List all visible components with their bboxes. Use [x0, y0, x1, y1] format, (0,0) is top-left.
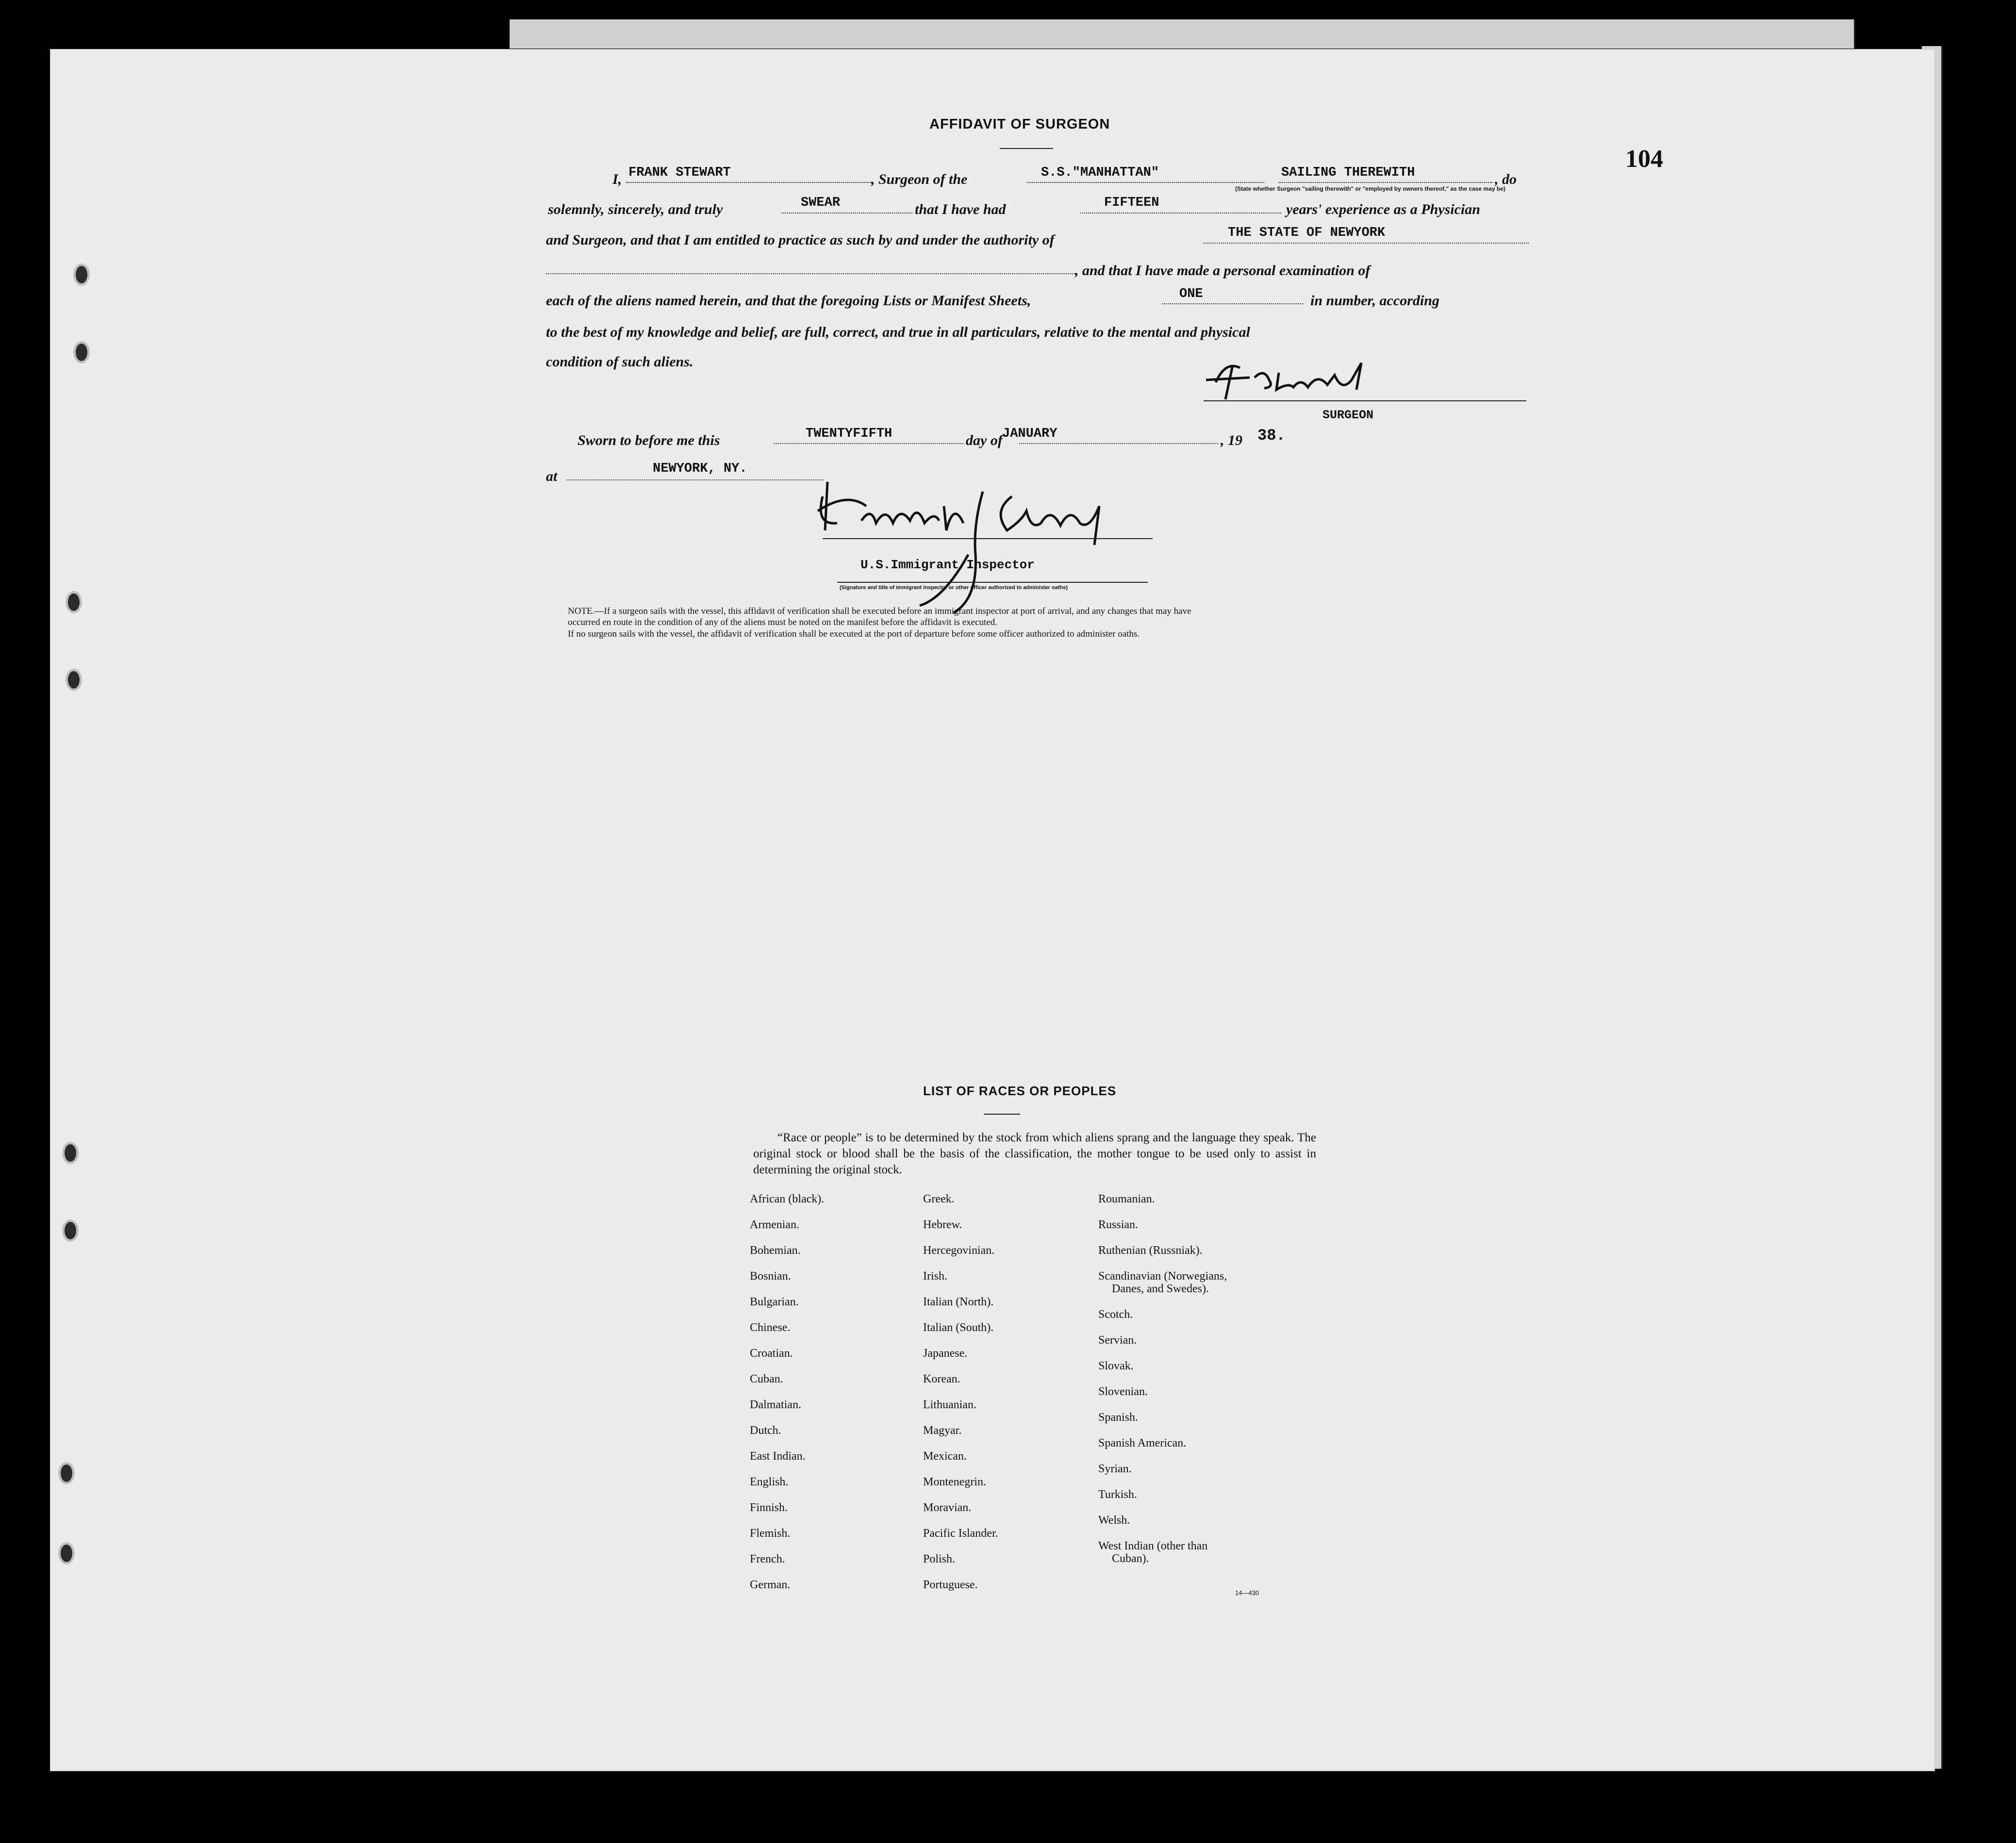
- race-item: Irish.: [923, 1270, 947, 1283]
- race-item: Bohemian.: [750, 1244, 801, 1257]
- race-item: Scandinavian (Norwegians,: [1098, 1270, 1227, 1283]
- field-line: [1026, 182, 1264, 183]
- race-item: Dutch.: [750, 1424, 781, 1437]
- binder-hole: [58, 1462, 75, 1484]
- race-item: Cuban).: [1112, 1552, 1149, 1565]
- race-item: Cuban.: [750, 1373, 783, 1385]
- surgeon-signature: [1196, 353, 1400, 407]
- race-item: Servian.: [1098, 1334, 1137, 1347]
- field-line: [1162, 303, 1303, 304]
- race-item: Lithuanian.: [923, 1399, 976, 1411]
- field-line: [774, 443, 963, 444]
- race-item: Bosnian.: [750, 1270, 791, 1283]
- binder-hole: [62, 1219, 79, 1242]
- inspector-hint: (Signature and title of immigrant inspector or other officer authorized to administer oaths): [840, 585, 1068, 591]
- affidavit-text: , and that I have made a personal examination of: [1075, 263, 1371, 279]
- page-number: 104: [1625, 145, 1663, 173]
- binder-hole: [62, 1142, 79, 1164]
- races-title-rule: [984, 1114, 1020, 1115]
- title-rule: [1000, 148, 1053, 149]
- surgeon-signature-line: [1204, 400, 1526, 401]
- affidavit-text: each of the aliens named herein, and that the foregoing Lists or Manifest Sheets,: [546, 293, 1031, 309]
- binder-hole: [58, 1542, 75, 1564]
- race-item: Portuguese.: [923, 1579, 978, 1591]
- authority-field: THE STATE OF NEWYORK: [1228, 226, 1386, 240]
- race-item: Moravian.: [923, 1501, 972, 1514]
- binder-hole: [73, 341, 90, 363]
- sworn-year-field: 38.: [1257, 427, 1286, 444]
- field-line: [566, 479, 824, 480]
- race-item: Bulgarian.: [750, 1296, 799, 1308]
- field-line: [1019, 443, 1218, 444]
- inspector-signature: [808, 477, 1119, 618]
- sheets-field: ONE: [1179, 287, 1203, 301]
- race-item: Italian (North).: [923, 1296, 994, 1308]
- race-item: Croatian.: [750, 1347, 793, 1360]
- race-item: Slovenian.: [1098, 1385, 1148, 1398]
- sworn-text: at: [546, 468, 558, 484]
- field-line: [1279, 182, 1492, 183]
- form-code: 14—430: [1235, 1589, 1259, 1596]
- race-item: Welsh.: [1098, 1514, 1130, 1527]
- race-item: West Indian (other than: [1098, 1540, 1208, 1552]
- affidavit-text: , do: [1495, 171, 1517, 187]
- race-item: Russian.: [1098, 1218, 1139, 1231]
- affidavit-text: to the best of my knowledge and belief, are full, correct, and true in all particulars, relative to the mental and physical: [546, 324, 1250, 340]
- race-item: Hebrew.: [923, 1218, 962, 1231]
- sworn-day-field: TWENTYFIFTH: [806, 427, 892, 441]
- race-item: East Indian.: [750, 1450, 806, 1463]
- race-item: Finnish.: [750, 1501, 788, 1514]
- race-item: Spanish American.: [1098, 1437, 1187, 1449]
- race-item: Greek.: [923, 1193, 955, 1205]
- race-item: Hercegovinian.: [923, 1244, 995, 1257]
- page-stack-edge: [510, 19, 1855, 49]
- race-item: Chinese.: [750, 1321, 791, 1334]
- sworn-text: , 19: [1221, 432, 1242, 448]
- field-line: [781, 213, 912, 214]
- manifest-page: [50, 49, 1935, 1771]
- inspector-title-line: [837, 582, 1148, 583]
- ship-name-field: S.S."MANHATTAN": [1041, 165, 1159, 180]
- races-intro: “Race or people” is to be determined by the stock from which aliens sprang and the language they speak. The original stock or blood shall be the basis of the classification, the mother tongue to be used only to assist in determining the original stock.: [753, 1131, 1316, 1176]
- affidavit-text: in number, according: [1310, 293, 1439, 309]
- race-item: Montenegrin.: [923, 1476, 986, 1488]
- inspector-signature-line: [823, 538, 1153, 539]
- surgeon-name-field: FRANK STEWART: [628, 165, 731, 180]
- affidavit-note-line: If no surgeon sails with the vessel, the affidavit of verification shall be executed at the port of departure before some officer authorized to administer oaths.: [568, 629, 1140, 639]
- field-line: [1204, 243, 1529, 244]
- binder-hole: [66, 591, 82, 613]
- race-item: Roumanian.: [1098, 1193, 1155, 1205]
- field-line: [1080, 213, 1281, 214]
- race-item: Italian (South).: [923, 1321, 994, 1334]
- race-item: Ruthenian (Russniak).: [1098, 1244, 1203, 1257]
- race-item: Flemish.: [750, 1527, 791, 1540]
- race-item: Pacific Islander.: [923, 1527, 998, 1540]
- race-item: French.: [750, 1553, 785, 1565]
- field-line: [546, 273, 1075, 274]
- sworn-text: Sworn to before me this: [578, 432, 720, 448]
- race-item: Syrian.: [1098, 1463, 1132, 1475]
- race-item: Polish.: [923, 1553, 956, 1565]
- binder-hole: [66, 669, 82, 691]
- race-item: Korean.: [923, 1373, 960, 1385]
- races-title: LIST OF RACES OR PEOPLES: [923, 1084, 1117, 1098]
- race-item: German.: [750, 1579, 791, 1591]
- inspector-title: U.S.Immigrant Inspector: [860, 558, 1035, 572]
- race-item: Japanese.: [923, 1347, 968, 1360]
- affidavit-text: and Surgeon, and that I am entitled to practice as such by and under the authority of: [546, 232, 1055, 248]
- affidavit-text: I,: [612, 171, 622, 187]
- oath-type-field: SWEAR: [801, 196, 841, 210]
- affidavit-title: AFFIDAVIT OF SURGEON: [929, 116, 1110, 132]
- race-item: English.: [750, 1476, 789, 1488]
- affidavit-text: , Surgeon of the: [871, 171, 968, 187]
- sworn-place-field: NEWYORK, NY.: [653, 461, 747, 476]
- race-item: African (black).: [750, 1193, 825, 1205]
- race-item: Danes, and Swedes).: [1112, 1283, 1209, 1295]
- affidavit-text: solemnly, sincerely, and truly: [548, 201, 723, 217]
- sworn-text: day of: [966, 432, 1003, 448]
- affidavit-note-line: NOTE.—If a surgeon sails with the vessel, this affidavit of verification shall be executed before an immigrant inspector at port of arrival, and any changes that may have: [568, 606, 1191, 616]
- race-item: Slovak.: [1098, 1360, 1134, 1372]
- race-item: Magyar.: [923, 1424, 962, 1437]
- race-item: Mexican.: [923, 1450, 967, 1463]
- affidavit-text: condition of such aliens.: [546, 354, 694, 370]
- sworn-month-field: JANUARY: [1002, 427, 1058, 441]
- race-item: Armenian.: [750, 1218, 799, 1231]
- binder-hole: [73, 263, 90, 286]
- race-item: Turkish.: [1098, 1488, 1137, 1501]
- years-field: FIFTEEN: [1104, 196, 1159, 210]
- race-item: Scotch.: [1098, 1308, 1133, 1321]
- affidavit-note-line: occurred en route in the condition of any of the aliens must be noted on the manifest before the affidavit is executed.: [568, 617, 997, 627]
- race-item: Dalmatian.: [750, 1399, 801, 1411]
- surgeon-label: SURGEON: [1322, 408, 1374, 422]
- race-item: Spanish.: [1098, 1411, 1139, 1424]
- sailing-status-field: SAILING THEREWITH: [1281, 165, 1415, 180]
- affidavit-text: years' experience as a Physician: [1286, 201, 1480, 217]
- sailing-hint: (State whether Surgeon "sailing therewith" or "employed by owners thereof," as the case may be): [1235, 185, 1505, 192]
- affidavit-text: that I have had: [915, 201, 1006, 217]
